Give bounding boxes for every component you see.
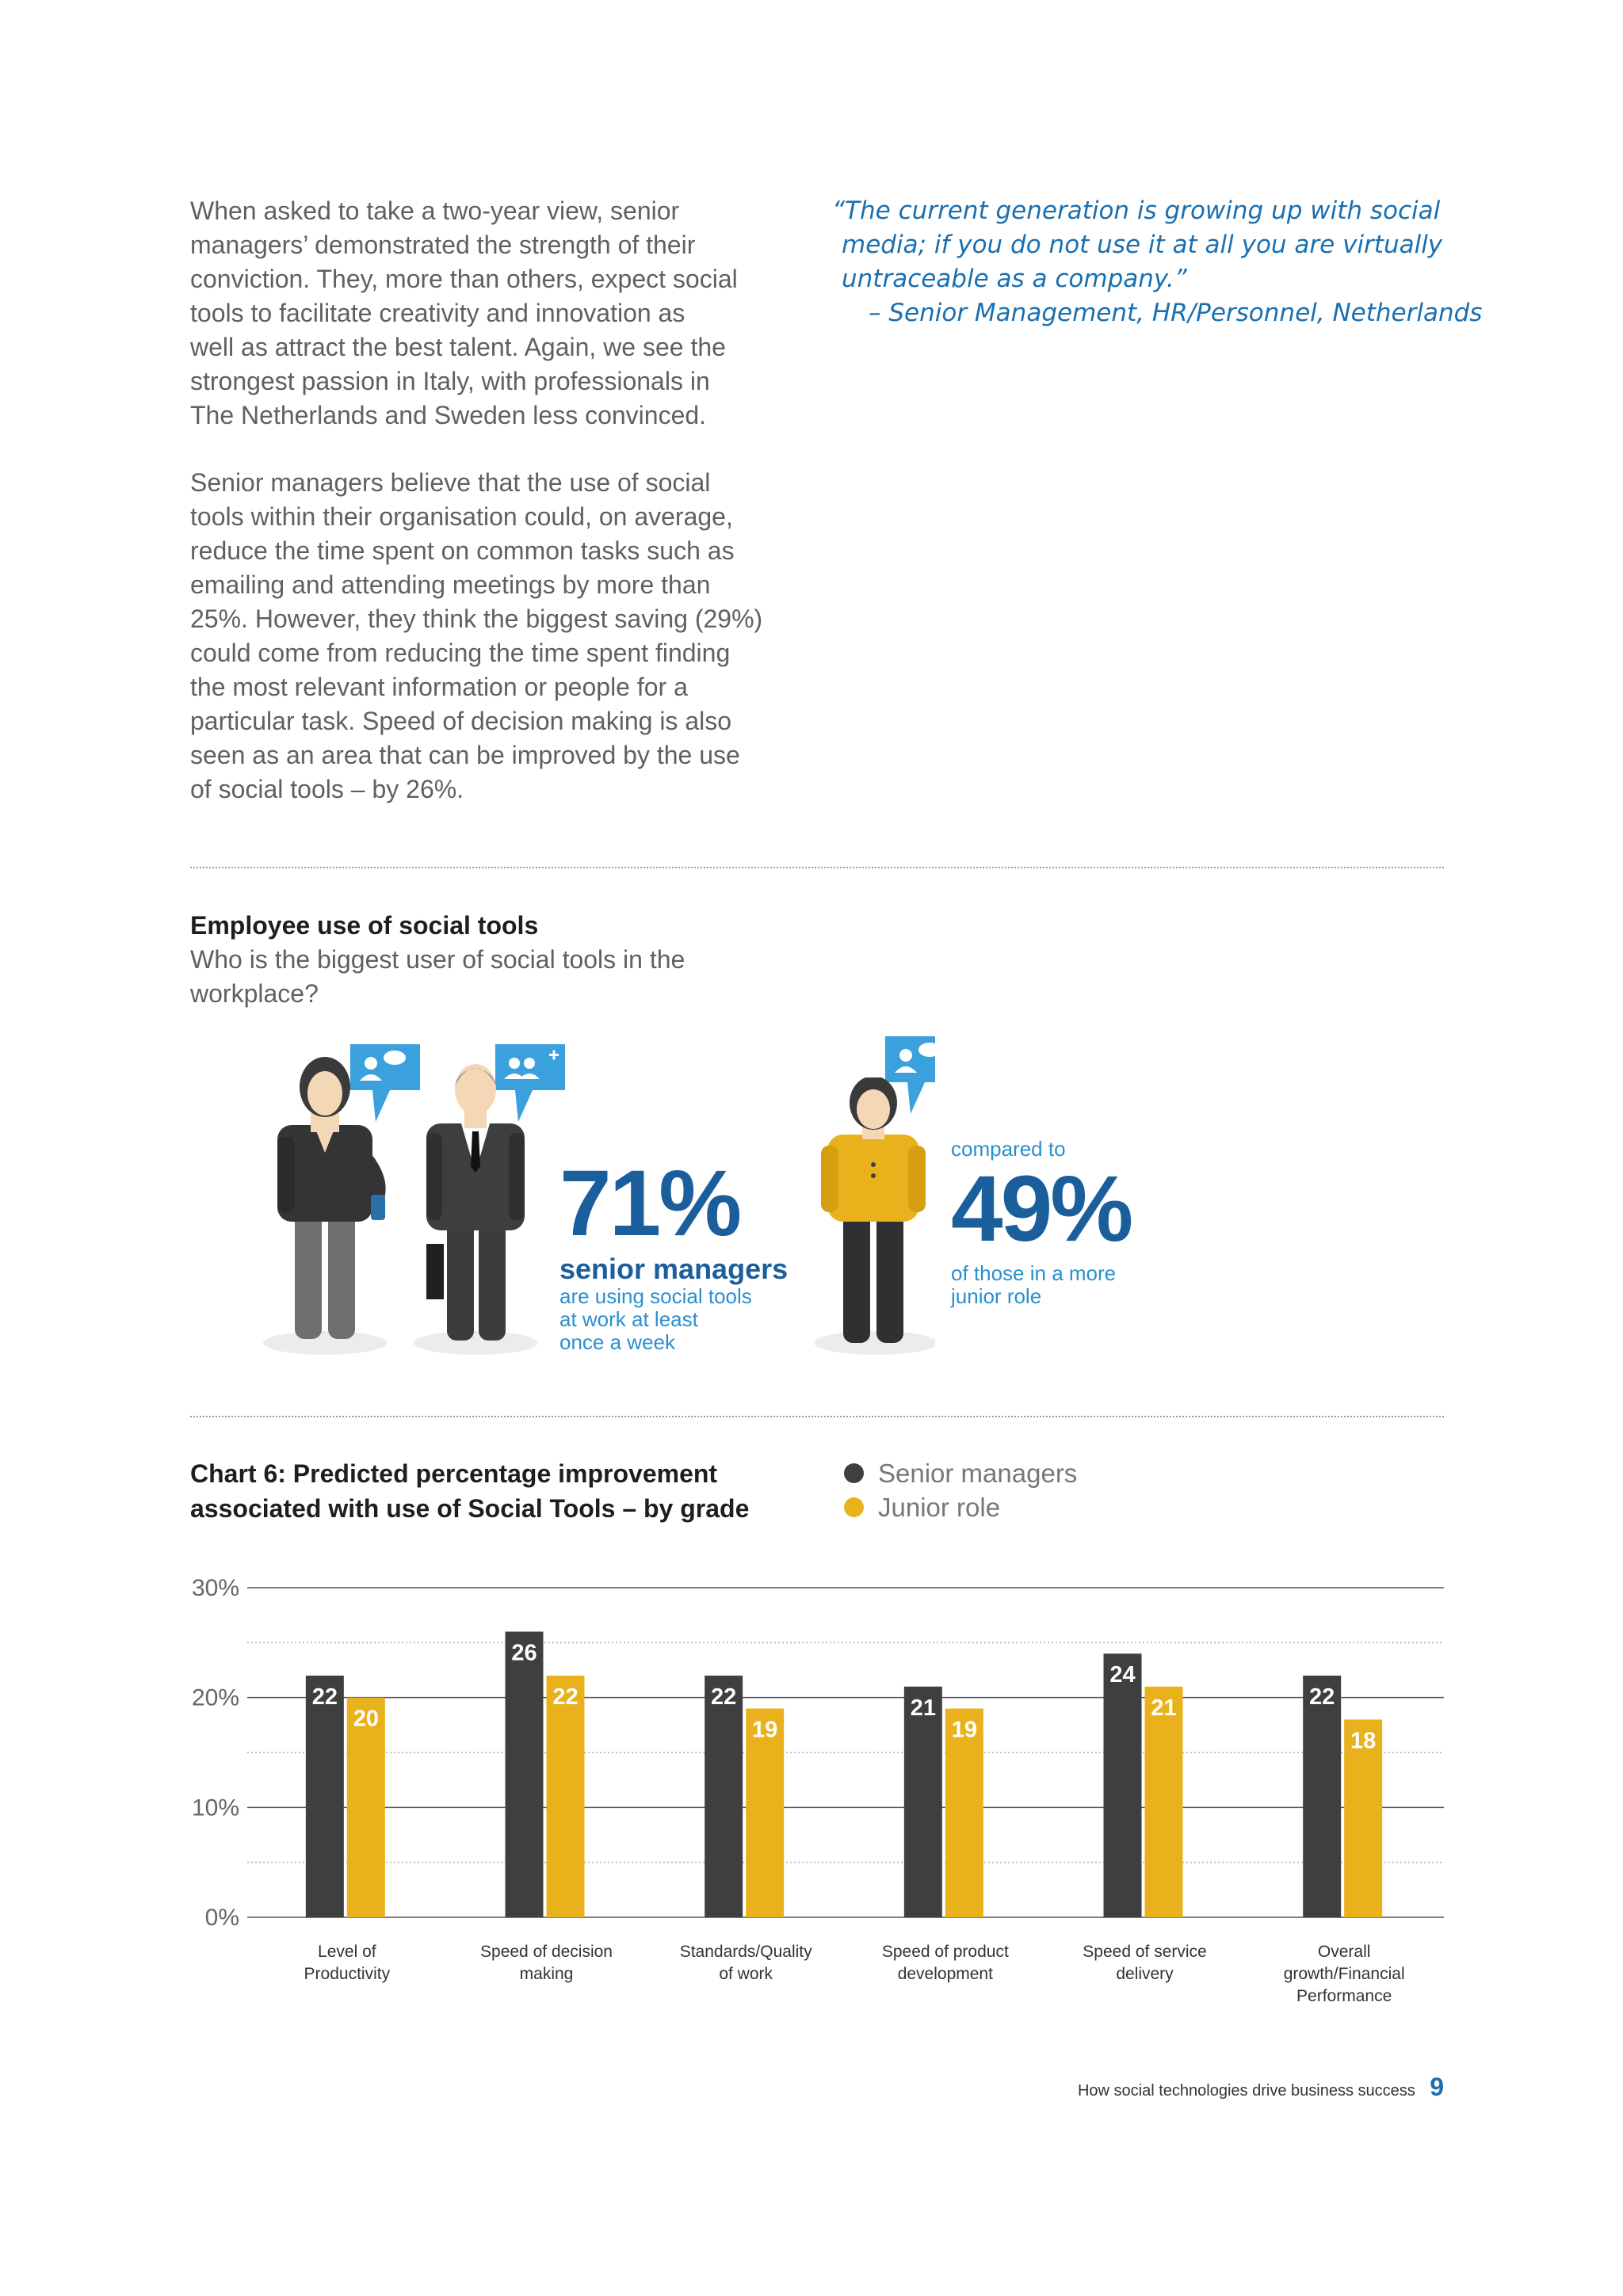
pull-quote: [832, 194, 1545, 330]
para2-line-4: emailing and attending meetings by more than: [190, 570, 711, 599]
para2-line-10: of social tools – by 26%.: [190, 775, 464, 803]
chart-legend: [844, 1456, 1077, 1524]
bar-label-junior-1: 22: [552, 1684, 579, 1710]
chat-bubble-icon: [350, 1044, 420, 1122]
category-label: Speed of service: [1083, 1943, 1207, 1961]
para1-line-2: managers’ demonstrated the strength of their: [190, 231, 696, 259]
body-paragraph-2: [190, 466, 808, 807]
category-label: Speed of decision: [480, 1943, 613, 1961]
bar-senior-0: [306, 1676, 344, 1917]
legend-junior-swatch: [844, 1497, 864, 1517]
category-label: development: [897, 1965, 993, 1983]
junior-desc-1: of those in a more: [951, 1261, 1117, 1285]
para2-line-1: Senior managers believe that the use of social: [190, 468, 711, 497]
category-label: Performance: [1296, 1987, 1392, 2005]
bar-label-junior-3: 19: [951, 1717, 977, 1743]
section-heading: [190, 909, 983, 1011]
section-subtitle-1: Who is the biggest user of social tools in the: [190, 945, 685, 974]
bar-label-senior-3: 21: [910, 1695, 936, 1721]
compared-to: compared to: [951, 1137, 1066, 1161]
footer-title: How social technologies drive business success: [1077, 2082, 1415, 2100]
para1-line-6: strongest passion in Italy, with professionals in: [190, 367, 710, 395]
chart-title-line-1: Chart 6: Predicted percentage improvement: [190, 1459, 718, 1488]
quote-attribution: – Senior Management, HR/Personnel, Netherlands: [869, 299, 1483, 327]
bar-senior-3: [904, 1687, 942, 1917]
para1-line-3: conviction. They, more than others, expect social: [190, 265, 738, 293]
junior-desc-2: junior role: [951, 1284, 1042, 1308]
category-label: Standards/Quality: [679, 1943, 812, 1961]
y-tick-label: 20%: [191, 1684, 239, 1711]
para2-line-6: could come from reducing the time spent finding: [190, 639, 731, 667]
senior-percentage: 71%: [559, 1151, 740, 1256]
bar-label-senior-2: 22: [711, 1684, 737, 1710]
para2-line-2: tools within their organisation could, on average,: [190, 502, 733, 531]
para2-line-7: the most relevant information or people for a: [190, 673, 688, 701]
add-contacts-icon: [495, 1044, 565, 1122]
senior-desc-3: once a week: [559, 1330, 675, 1354]
section-title: Employee use of social tools: [190, 911, 539, 940]
para2-line-9: seen as an area that can be improved by the use: [190, 741, 740, 769]
category-label: of work: [719, 1965, 773, 1983]
man-figure: [426, 1064, 525, 1341]
junior-percentage: 49%: [951, 1157, 1132, 1261]
bar-label-junior-5: 18: [1350, 1728, 1377, 1754]
bar-label-senior-1: 26: [511, 1640, 537, 1666]
bar-senior-1: [506, 1631, 544, 1917]
bar-chart: [0, 1569, 1623, 2036]
senior-desc-2: at work at least: [559, 1307, 698, 1331]
legend-senior: [844, 1456, 1077, 1490]
category-label: growth/Financial: [1283, 1965, 1405, 1983]
junior-woman-figure: [816, 1077, 943, 1363]
bar-label-junior-0: 20: [353, 1706, 379, 1732]
senior-label: senior managers: [559, 1253, 789, 1285]
bar-senior-5: [1303, 1676, 1341, 1917]
bar-label-senior-0: 22: [311, 1684, 338, 1710]
woman-figure: [277, 1057, 385, 1339]
y-tick-label: 0%: [204, 1905, 239, 1931]
legend-senior-swatch: [844, 1463, 864, 1483]
bar-label-junior-4: 21: [1151, 1695, 1177, 1721]
legend-junior-label: Junior role: [878, 1493, 1001, 1522]
para1-line-7: The Netherlands and Sweden less convinced.: [190, 401, 707, 429]
section-subtitle-2: workplace?: [190, 979, 319, 1008]
bar-label-junior-2: 19: [752, 1717, 778, 1743]
body-paragraph-1: [190, 194, 808, 433]
divider-1: [190, 867, 1444, 868]
category-label: Productivity: [304, 1965, 391, 1983]
category-label: Speed of product: [881, 1943, 1009, 1961]
quote-line-1: “The current generation is growing up with social: [832, 196, 1441, 225]
page-number: 9: [1430, 2073, 1444, 2101]
bar-senior-4: [1104, 1653, 1142, 1917]
para2-line-8: particular task. Speed of decision making is also: [190, 707, 732, 735]
bar-junior-4: [1145, 1687, 1183, 1917]
quote-line-2: media; if you do not use it at all you are virtually: [842, 231, 1443, 259]
senior-stat: [559, 1151, 821, 1354]
category-label: delivery: [1116, 1965, 1174, 1983]
category-label: making: [519, 1965, 574, 1983]
divider-2: [190, 1416, 1444, 1417]
para1-line-1: When asked to take a two-year view, senior: [190, 196, 680, 225]
bar-label-senior-5: 22: [1309, 1684, 1335, 1710]
bar-junior-1: [547, 1676, 585, 1917]
y-tick-label: 10%: [191, 1794, 239, 1821]
bar-senior-2: [705, 1676, 743, 1917]
category-label: Level of: [318, 1943, 376, 1961]
category-label: Overall: [1317, 1943, 1371, 1961]
chart-title: [190, 1456, 903, 1526]
footer: [951, 2073, 1444, 2102]
para2-line-5: 25%. However, they think the biggest saving (29%): [190, 605, 763, 633]
junior-stat: [951, 1138, 1212, 1308]
para2-line-3: reduce the time spent on common tasks such as: [190, 536, 735, 565]
quote-line-3: untraceable as a company.”: [842, 265, 1187, 293]
senior-desc-1: are using social tools: [559, 1284, 752, 1308]
bar-label-senior-4: 24: [1109, 1662, 1136, 1688]
legend-junior: [844, 1490, 1077, 1524]
legend-senior-label: Senior managers: [878, 1459, 1078, 1488]
para1-line-5: well as attract the best talent. Again, we see the: [190, 333, 726, 361]
y-tick-label: 30%: [191, 1575, 239, 1601]
para1-line-4: tools to facilitate creativity and innovation as: [190, 299, 685, 327]
chart-title-line-2: associated with use of Social Tools – by grade: [190, 1494, 750, 1523]
